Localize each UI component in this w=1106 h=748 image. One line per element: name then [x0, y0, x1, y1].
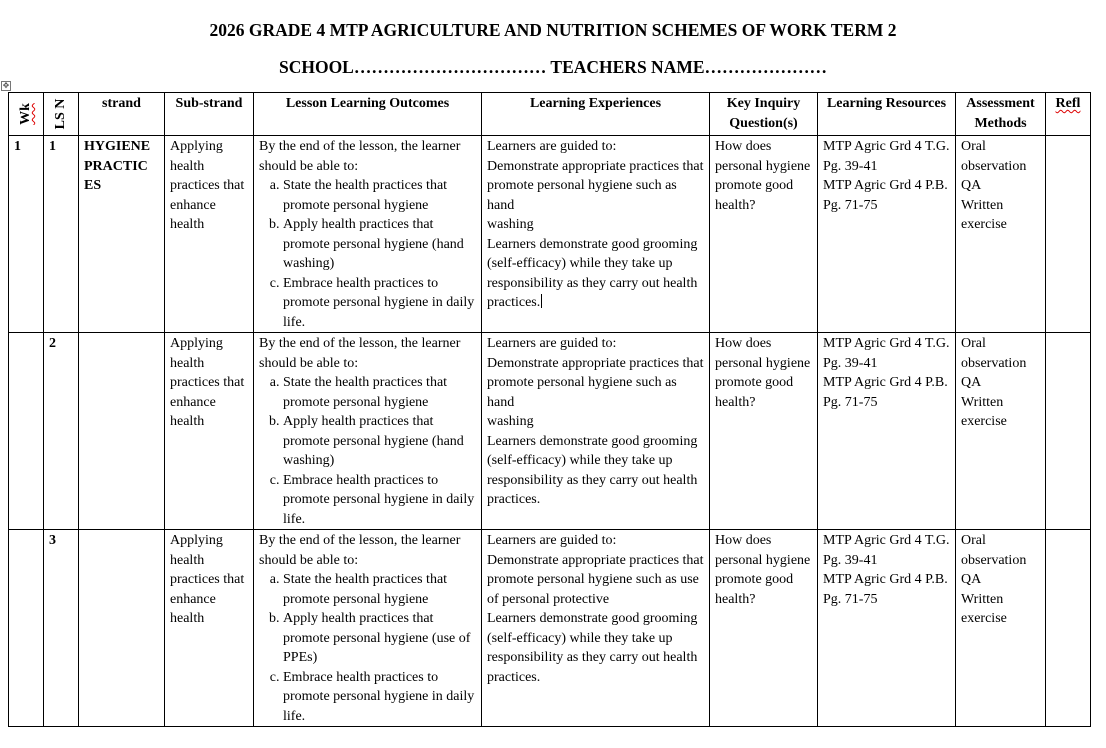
cell-week[interactable] [9, 530, 44, 727]
header-reflection-label: Refl [1055, 96, 1081, 111]
inquiry-text: How does personal hygiene promote good health? [715, 139, 811, 213]
assessment-line: QA [961, 375, 982, 390]
cell-substrand[interactable] [165, 136, 254, 333]
header-lesson-number [44, 93, 79, 136]
table-row [9, 333, 1091, 530]
cell-learning-experiences[interactable] [482, 136, 710, 333]
cell-key-inquiry[interactable] [710, 136, 818, 333]
cell-learning-experiences[interactable] [482, 530, 710, 727]
cell-strand[interactable] [79, 136, 165, 333]
cell-lesson[interactable] [44, 136, 79, 333]
outcome-item: a. State the health practices that promote personal hygiene [283, 570, 476, 609]
substrand-text: Applying health practices that enhance health [170, 139, 245, 232]
inquiry-text: How does personal hygiene promote good health? [715, 533, 811, 607]
cell-learning-resources[interactable] [818, 333, 956, 530]
header-assessment-methods: Assessment Methods [956, 93, 1046, 136]
header-substrand: Sub-strand [165, 93, 254, 136]
experience-line: Learners are guided to: [487, 139, 617, 154]
outcome-item: c. Embrace health practices to promote personal hygiene in daily life. [283, 471, 476, 530]
outcome-item: b. Apply health practices that promote personal hygiene (hand washing) [283, 215, 476, 274]
experience-line: Demonstrate appropriate practices that [487, 552, 704, 568]
cell-week[interactable] [9, 333, 44, 530]
substrand-text: Applying health practices that enhance health [170, 336, 245, 429]
outcome-item: c. Embrace health practices to promote personal hygiene in daily life. [283, 668, 476, 727]
resource-line: MTP Agric Grd 4 T.G. Pg. 39-41 [823, 336, 950, 371]
cell-week[interactable] [9, 136, 44, 333]
document-title: 2026 GRADE 4 MTP AGRICULTURE AND NUTRITION SCHEMES OF WORK TERM 2 [209, 20, 897, 40]
experience-line: Learners demonstrate good grooming (self-efficacy) while they take up responsibility as they carry out health practices. [487, 611, 698, 685]
experience-line: promote personal hygiene such as hand [487, 178, 677, 213]
outcome-item: a. State the health practices that promote personal hygiene [283, 373, 476, 412]
outcomes-intro: By the end of the lesson, the learner should be able to: [259, 533, 461, 568]
cell-strand[interactable] [79, 530, 165, 727]
cell-learning-experiences[interactable] [482, 333, 710, 530]
experience-line: promote personal hygiene such as hand [487, 375, 677, 410]
cell-learning-outcomes[interactable] [254, 136, 482, 333]
cell-reflection[interactable] [1046, 136, 1091, 333]
header-strand: strand [79, 93, 165, 136]
cell-reflection[interactable] [1046, 333, 1091, 530]
header-row [9, 93, 1091, 136]
assessment-line: Oral observation [961, 139, 1027, 174]
assessment-line: Oral observation [961, 533, 1027, 568]
resource-line: MTP Agric Grd 4 T.G. Pg. 39-41 [823, 533, 950, 568]
cell-learning-outcomes[interactable] [254, 333, 482, 530]
header-key-inquiry: Key Inquiry Question(s) [710, 93, 818, 136]
cell-key-inquiry[interactable] [710, 530, 818, 727]
outcome-item: a. State the health practices that promote personal hygiene [283, 176, 476, 215]
outcomes-intro: By the end of the lesson, the learner should be able to: [259, 139, 461, 174]
table-row [9, 136, 1091, 333]
experience-line: promote personal hygiene such as use of personal protective [487, 572, 699, 607]
resource-line: MTP Agric Grd 4 T.G. Pg. 39-41 [823, 139, 950, 174]
resource-line: MTP Agric Grd 4 P.B. Pg. 71-75 [823, 178, 948, 213]
substrand-text: Applying health practices that enhance health [170, 533, 245, 626]
cell-substrand[interactable] [165, 333, 254, 530]
table-move-handle-icon[interactable]: ✥ [2, 81, 10, 90]
lesson-number: 1 [49, 139, 56, 154]
cell-learning-resources[interactable] [818, 136, 956, 333]
header-learning-resources: Learning Resources [818, 93, 956, 136]
cell-reflection[interactable] [1046, 530, 1091, 727]
schemes-of-work-table [8, 92, 1091, 727]
header-learning-experiences: Learning Experiences [482, 93, 710, 136]
text-cursor [541, 294, 542, 308]
outcome-item: b. Apply health practices that promote personal hygiene (use of PPEs) [283, 609, 476, 668]
experience-line: washing [487, 217, 534, 232]
lesson-number: 2 [49, 336, 56, 351]
cell-lesson[interactable] [44, 333, 79, 530]
lesson-number: 3 [49, 533, 56, 548]
experience-line: Learners demonstrate good grooming (self-efficacy) while they take up responsibility as they carry out health practices. [487, 236, 698, 310]
outcomes-list [259, 570, 476, 726]
experience-line: Learners are guided to: [487, 336, 617, 351]
outcome-item: c. Embrace health practices to promote personal hygiene in daily life. [283, 274, 476, 333]
cell-lesson[interactable] [44, 530, 79, 727]
experience-line: Learners demonstrate good grooming (self-efficacy) while they take up responsibility as they carry out health practices. [487, 433, 698, 507]
resource-line: MTP Agric Grd 4 P.B. Pg. 71-75 [823, 375, 948, 410]
cell-assessment-methods[interactable] [956, 136, 1046, 333]
assessment-line: QA [961, 178, 982, 193]
inquiry-text: How does personal hygiene promote good health? [715, 336, 811, 410]
header-week [9, 93, 44, 136]
outcomes-list [259, 373, 476, 529]
strand-text: HYGIENE PRACTIC ES [84, 139, 151, 193]
cell-assessment-methods[interactable] [956, 530, 1046, 727]
header-week-label: Wk [18, 103, 33, 125]
experience-line: washing [487, 414, 534, 429]
outcomes-intro: By the end of the lesson, the learner should be able to: [259, 336, 461, 371]
header-lesson-number-label: LS N [53, 98, 68, 130]
header-learning-outcomes: Lesson Learning Outcomes [254, 93, 482, 136]
document-subtitle: SCHOOL…………………………… TEACHERS NAME………………… [278, 57, 828, 77]
cell-key-inquiry[interactable] [710, 333, 818, 530]
cell-assessment-methods[interactable] [956, 333, 1046, 530]
assessment-line: Written exercise [961, 197, 1007, 232]
outcome-item: b. Apply health practices that promote personal hygiene (hand washing) [283, 412, 476, 471]
experience-line: Learners are guided to: [487, 533, 617, 548]
cell-learning-outcomes[interactable] [254, 530, 482, 727]
assessment-line: QA [961, 572, 982, 587]
table-row [9, 530, 1091, 727]
resource-line: MTP Agric Grd 4 P.B. Pg. 71-75 [823, 572, 948, 607]
experience-line: Demonstrate appropriate practices that [487, 355, 704, 371]
assessment-line: Written exercise [961, 394, 1007, 429]
outcomes-list [259, 176, 476, 332]
cell-substrand[interactable] [165, 530, 254, 727]
assessment-line: Oral observation [961, 336, 1027, 371]
header-reflection [1046, 93, 1091, 136]
cell-strand[interactable] [79, 333, 165, 530]
cell-learning-resources[interactable] [818, 530, 956, 727]
week-number: 1 [14, 139, 21, 154]
assessment-line: Written exercise [961, 591, 1007, 626]
experience-line: Demonstrate appropriate practices that [487, 158, 704, 174]
